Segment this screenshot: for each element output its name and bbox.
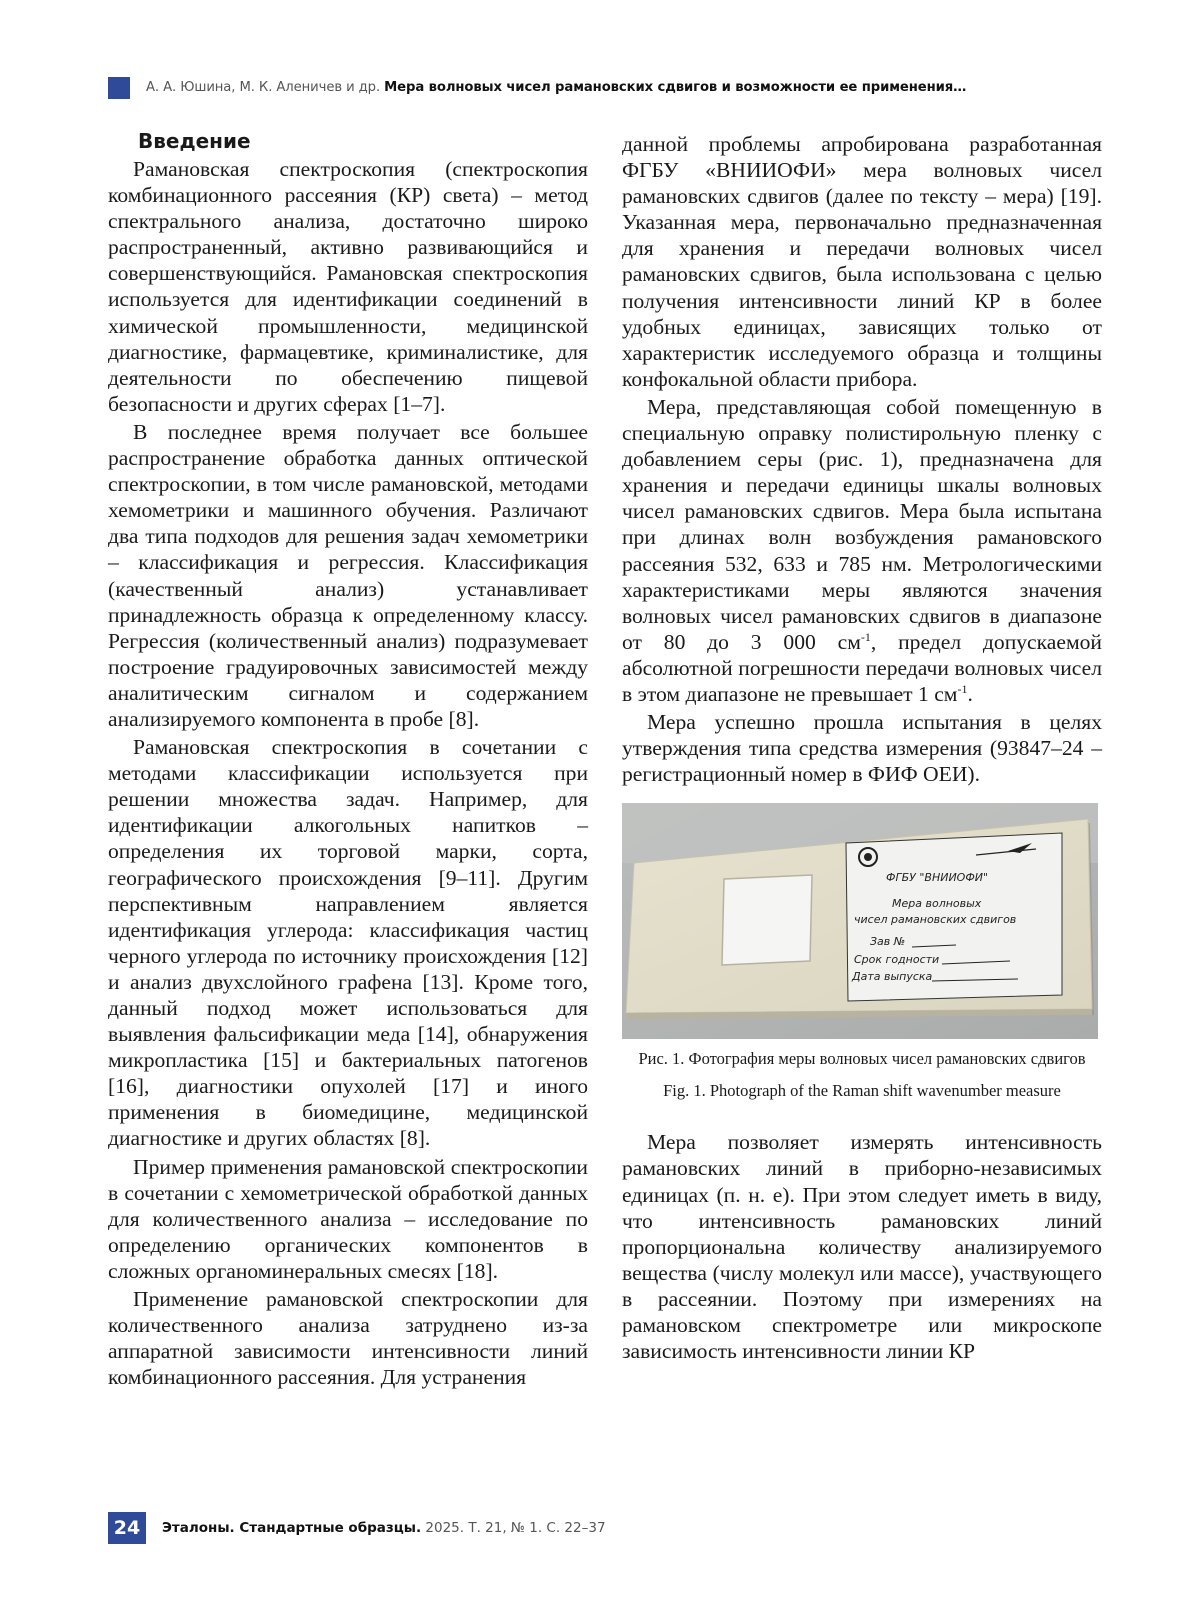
figure-photo bbox=[622, 803, 1098, 1039]
measure-photo-image bbox=[622, 803, 1098, 1039]
journal-issue: 2025. Т. 21, № 1. С. 22–37 bbox=[421, 1520, 606, 1536]
section-title: Введение bbox=[138, 129, 251, 153]
paragraph: данной проблемы апробирована разработанная ФГБУ «ВНИИОФИ» мера волновых чисел рамановских сдвигов (далее по тексту – мера) [19]. Указанная мера, первоначально предназначенная для хранения и передачи волновых чисел рамановских сдвигов, была использована с целью получения интенсивности линий КР в более удобных единицах, зависящих только от характеристик исследуемого образца и толщины конфокальной области прибора. bbox=[622, 132, 1102, 391]
figure-label-field3: Дата выпуска bbox=[852, 970, 933, 984]
journal-citation bbox=[162, 1512, 606, 1544]
header-title: Мера волновых чисел рамановских сдвигов и возможности ее применения… bbox=[384, 80, 967, 95]
paragraph: В последнее время получает все большее распространение обработка данных оптической спектроскопии, в том числе рамановской, методами хемометрики и машинного обучения. Различают два типа подходов для решения задач хемометрики – классификация и регрессия. Классификация (качественный анализ) устанавливает принадлежность образца к определенному классу. Регрессия (количественный анализ) подразумевает построение градуировочных зависимостей между аналитическим сигналом и содержанием анализируемого компонента в пробе [8]. bbox=[108, 419, 588, 731]
figure-caption-ru: Рис. 1. Фотография меры волновых чисел рамановских сдвигов bbox=[638, 1049, 1086, 1069]
paragraph: Рамановская спектроскопия в сочетании с методами классификации используется при решении множества задач. Например, для идентификации алкогольных напитков – определения их торговой марки, сорта, географического происхождения [9–11]. Другим перспективным направлением является идентификация углерода: классификация частиц черного углерода по источнику происхождения [12] и анализ двухслойного графена [13]. Кроме того, данный подход может использоваться для выявления фальсификации меда [14], обнаружения микропластика [15] и бактериальных патогенов [16], диагностики опухолей [17] и иного применения в биомедицине, медицинской диагностике и других областях [8]. bbox=[108, 735, 588, 1151]
running-header bbox=[146, 77, 966, 99]
right-column bbox=[622, 131, 1102, 1364]
paragraph: Рамановская спектроскопия (спектроскопия комбинационного рассеяния (КР) света) – метод спектрального анализа, достаточно широко распространенный, активно развивающийся и совершенствующийся. Рамановская спектроскопия используется для идентификации соединений в химической промышленности, медицинской диагностике, фармацевтике, криминалистике, для деятельности по обеспечению пищевой безопасности и других сферах [1–7]. bbox=[108, 157, 588, 416]
figure-label-org: ФГБУ "ВНИИОФИ" bbox=[886, 871, 989, 885]
left-column bbox=[108, 128, 588, 1390]
journal-name: Эталоны. Стандартные образцы. bbox=[162, 1520, 422, 1536]
paragraph: Пример применения рамановской спектроскопии в сочетании с хемометрической обработкой данных для количественного анализа – исследование по определению органических компонентов в сложных органоминеральных смесях [18]. bbox=[108, 1154, 588, 1283]
paragraph: Мера успешно прошла испытания в целях утверждения типа средства измерения (93847–24 – регистрационный номер в ФИФ ОЕИ). bbox=[622, 710, 1102, 787]
figure-label-line1: Мера волновых bbox=[892, 897, 982, 911]
figure-caption-en: Fig. 1. Photograph of the Raman shift wavenumber measure bbox=[663, 1081, 1061, 1101]
figure-label-line2: чисел рамановских сдвигов bbox=[854, 913, 1017, 927]
header-marker bbox=[108, 77, 130, 99]
header-authors: А. А. Юшина, М. К. Аленичев и др. bbox=[146, 80, 381, 95]
figure-label-field1: Зав № bbox=[870, 935, 906, 949]
paragraph: Мера, представляющая собой помещенную в специальную оправку полистирольную пленку с добавлением серы (рис. 1), предназначена для хранения и передачи единицы шкалы волновых чисел рамановских сдвигов. Мера была испытана при длинах волн возбуждения рамановского рассеяния 532, 633 и 785 нм. Метрологическими характеристиками меры являются значения волновых чисел рамановских сдвигов в диапазоне от 80 до 3 000 $см^{-1}$, предел допускаемой абсолютной погрешности передачи волновых чисел в этом диапазоне не превышает 1 $см^{-1}$. bbox=[622, 394, 1102, 706]
figure-label-field2: Срок годности bbox=[854, 953, 940, 967]
paragraph: Применение рамановской спектроскопии для количественного анализа затруднено из-за аппаратной зависимости интенсивности линий комбинационного рассеяния. Для устранения bbox=[108, 1287, 588, 1390]
page-number: 24 bbox=[108, 1512, 146, 1544]
paragraph: Мера позволяет измерять интенсивность рамановских линий в приборно-независимых единицах (п. н. е). При этом следует иметь в виду, что интенсивность рамановских линий пропорциональна количеству анализируемого вещества (числу молекул или массе), участвующего в рассеянии. Поэтому при измерениях на рамановском спектрометре или микроскопе зависимость интенсивности линии КР bbox=[622, 1130, 1102, 1364]
